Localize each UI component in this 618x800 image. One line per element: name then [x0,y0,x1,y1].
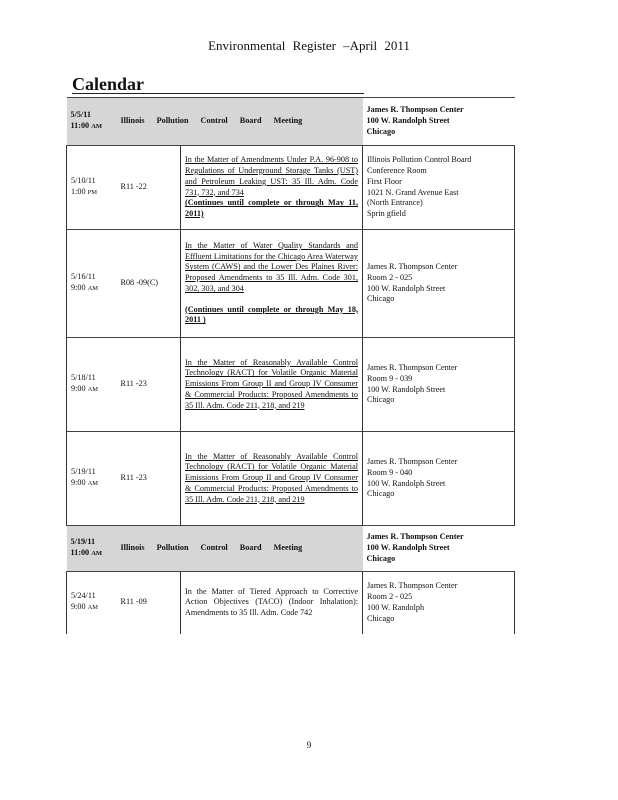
location-line: 100 W. Randolph Street [367,478,446,488]
time: 9:00 [71,478,86,487]
time: 11:00 [70,121,90,130]
docket-number: R11 -23 [117,338,181,432]
date-cell [67,146,117,230]
location-cell [363,98,515,146]
page-number: 9 [306,740,312,750]
date: 5/16/11 [71,272,96,282]
ampm: AM [87,285,99,292]
location-line: Sprin gfield [367,209,406,219]
description-cell [181,230,363,338]
location-line: James R. Thompson Center [366,532,464,542]
description-cell [181,338,363,432]
description: In the Matter of Reasonably Available Control Technology (RACT) for Volatile Organic Material Emissions From Group II and Group IV Consumer & Commercial Products: Proposed Amendments to 35 Ill. Adm. Code 211, 218, and 219 [185,451,358,504]
location-cell [363,432,515,526]
meeting-title: Illinois Pollution Control Board Meeting [117,98,363,146]
continuation-note: (Continues until complete or through May 18, 2011 ) [185,304,358,325]
location-line: James R. Thompson Center [366,105,464,115]
ampm: AM [87,480,99,487]
location-line: Chicago [366,126,396,136]
location-line: 100 W. Randolph Street [367,283,446,293]
page-header: Environmental Register –April 2011 [208,38,410,53]
date: 5/19/11 [70,537,96,547]
location-line: Chicago [367,613,395,623]
location-line: Chicago [367,294,395,304]
location-cell [363,572,515,634]
description-cell [181,432,363,526]
location-line: Chicago [367,395,395,405]
continuation-note: (Continues until complete or through May 11, 2011) [185,198,358,219]
ampm: AM [87,386,99,393]
location-line: James R. Thompson Center [367,362,458,372]
docket-number: R11 -23 [117,432,181,526]
calendar-table [66,97,515,634]
date-cell [67,98,117,146]
location-line: (North Entrance) [367,198,423,208]
docket-number: R08 -09(C) [117,230,181,338]
hearing-row [67,432,515,526]
location-line: Room 9 - 039 [367,373,413,383]
hearing-row [67,338,515,432]
location-line: Chicago [366,553,396,563]
hearing-row [67,230,515,338]
location-cell [363,338,515,432]
docket-number: R11 -09 [117,572,181,634]
description: In the Matter of Amendments Under P.A. 96-908 to Regulations of Underground Storage Tanks (UST) and Petroleum Leaking UST: 35 Ill. Adm. Code 731, 732, and 734 [185,155,358,197]
description: In the Matter of Water Quality Standards and Effluent Limitations for the Chicago Area Waterway System (CAWS) and the Lower Des Plaines River: Proposed Amendments to 35 Ill. Adm. Code 301, 302, 303, and 304 [185,240,358,293]
ampm: PM [87,189,98,196]
location-line: Room 9 - 040 [367,467,413,477]
time: 11:00 [70,548,90,557]
time: 9:00 [71,602,86,612]
date: 5/18/11 [71,373,96,383]
hearing-row [67,572,515,634]
meeting-row [67,98,515,146]
location-cell [363,146,515,230]
date-cell [67,230,117,338]
meeting-title: Illinois Pollution Control Board Meeting [117,526,363,572]
title-rule [72,93,364,94]
date: 5/24/11 [71,591,96,601]
date-cell [67,526,117,572]
description: In the Matter of Tiered Approach to Corrective Action Objectives (TACO) (Indoor Inhalation): Amendments to 35 Ill. Adm. Code 742 [185,586,358,618]
date-cell [67,572,117,634]
location-line: Room 2 - 025 [367,272,413,282]
location-line: 100 W. Randolph Street [366,543,450,553]
time: 9:00 [71,384,86,393]
time: 9:00 [71,283,86,292]
location-line: 100 W. Randolph [367,602,425,612]
docket-number: R11 -22 [117,146,181,230]
location-cell [363,230,515,338]
location-line: 1021 N. Grand Avenue East [367,187,459,197]
ampm: AM [87,604,99,612]
meeting-row [67,526,515,572]
location-line: James R. Thompson Center [367,581,458,591]
calendar-title: Calendar [72,74,144,94]
location-line: First Floor [367,176,402,186]
location-line: Chicago [367,489,395,499]
date: 5/19/11 [71,467,96,477]
ampm: AM [91,550,103,557]
location-line: Conference Room [367,165,427,175]
date-cell [67,338,117,432]
description-cell [181,146,363,230]
location-cell [363,526,515,572]
location-line: James R. Thompson Center [367,261,458,271]
ampm: AM [91,123,103,130]
location-line: Room 2 - 025 [367,591,413,601]
location-line: 100 W. Randolph Street [367,384,446,394]
location-line: James R. Thompson Center [367,456,458,466]
date: 5/10/11 [71,176,96,186]
hearing-row [67,146,515,230]
description-cell [181,572,363,634]
location-line: Illinois Pollution Control Board [367,155,472,165]
time: 1:00 [71,187,86,196]
date-cell [67,432,117,526]
location-line: 100 W. Randolph Street [366,116,450,126]
date: 5/5/11 [70,110,91,120]
description: In the Matter of Reasonably Available Control Technology (RACT) for Volatile Organic Material Emissions From Group II and Group IV Consumer & Commercial Products: Proposed Amendments to 35 Ill. Adm. Code 211, 218, and 219 [185,357,358,410]
